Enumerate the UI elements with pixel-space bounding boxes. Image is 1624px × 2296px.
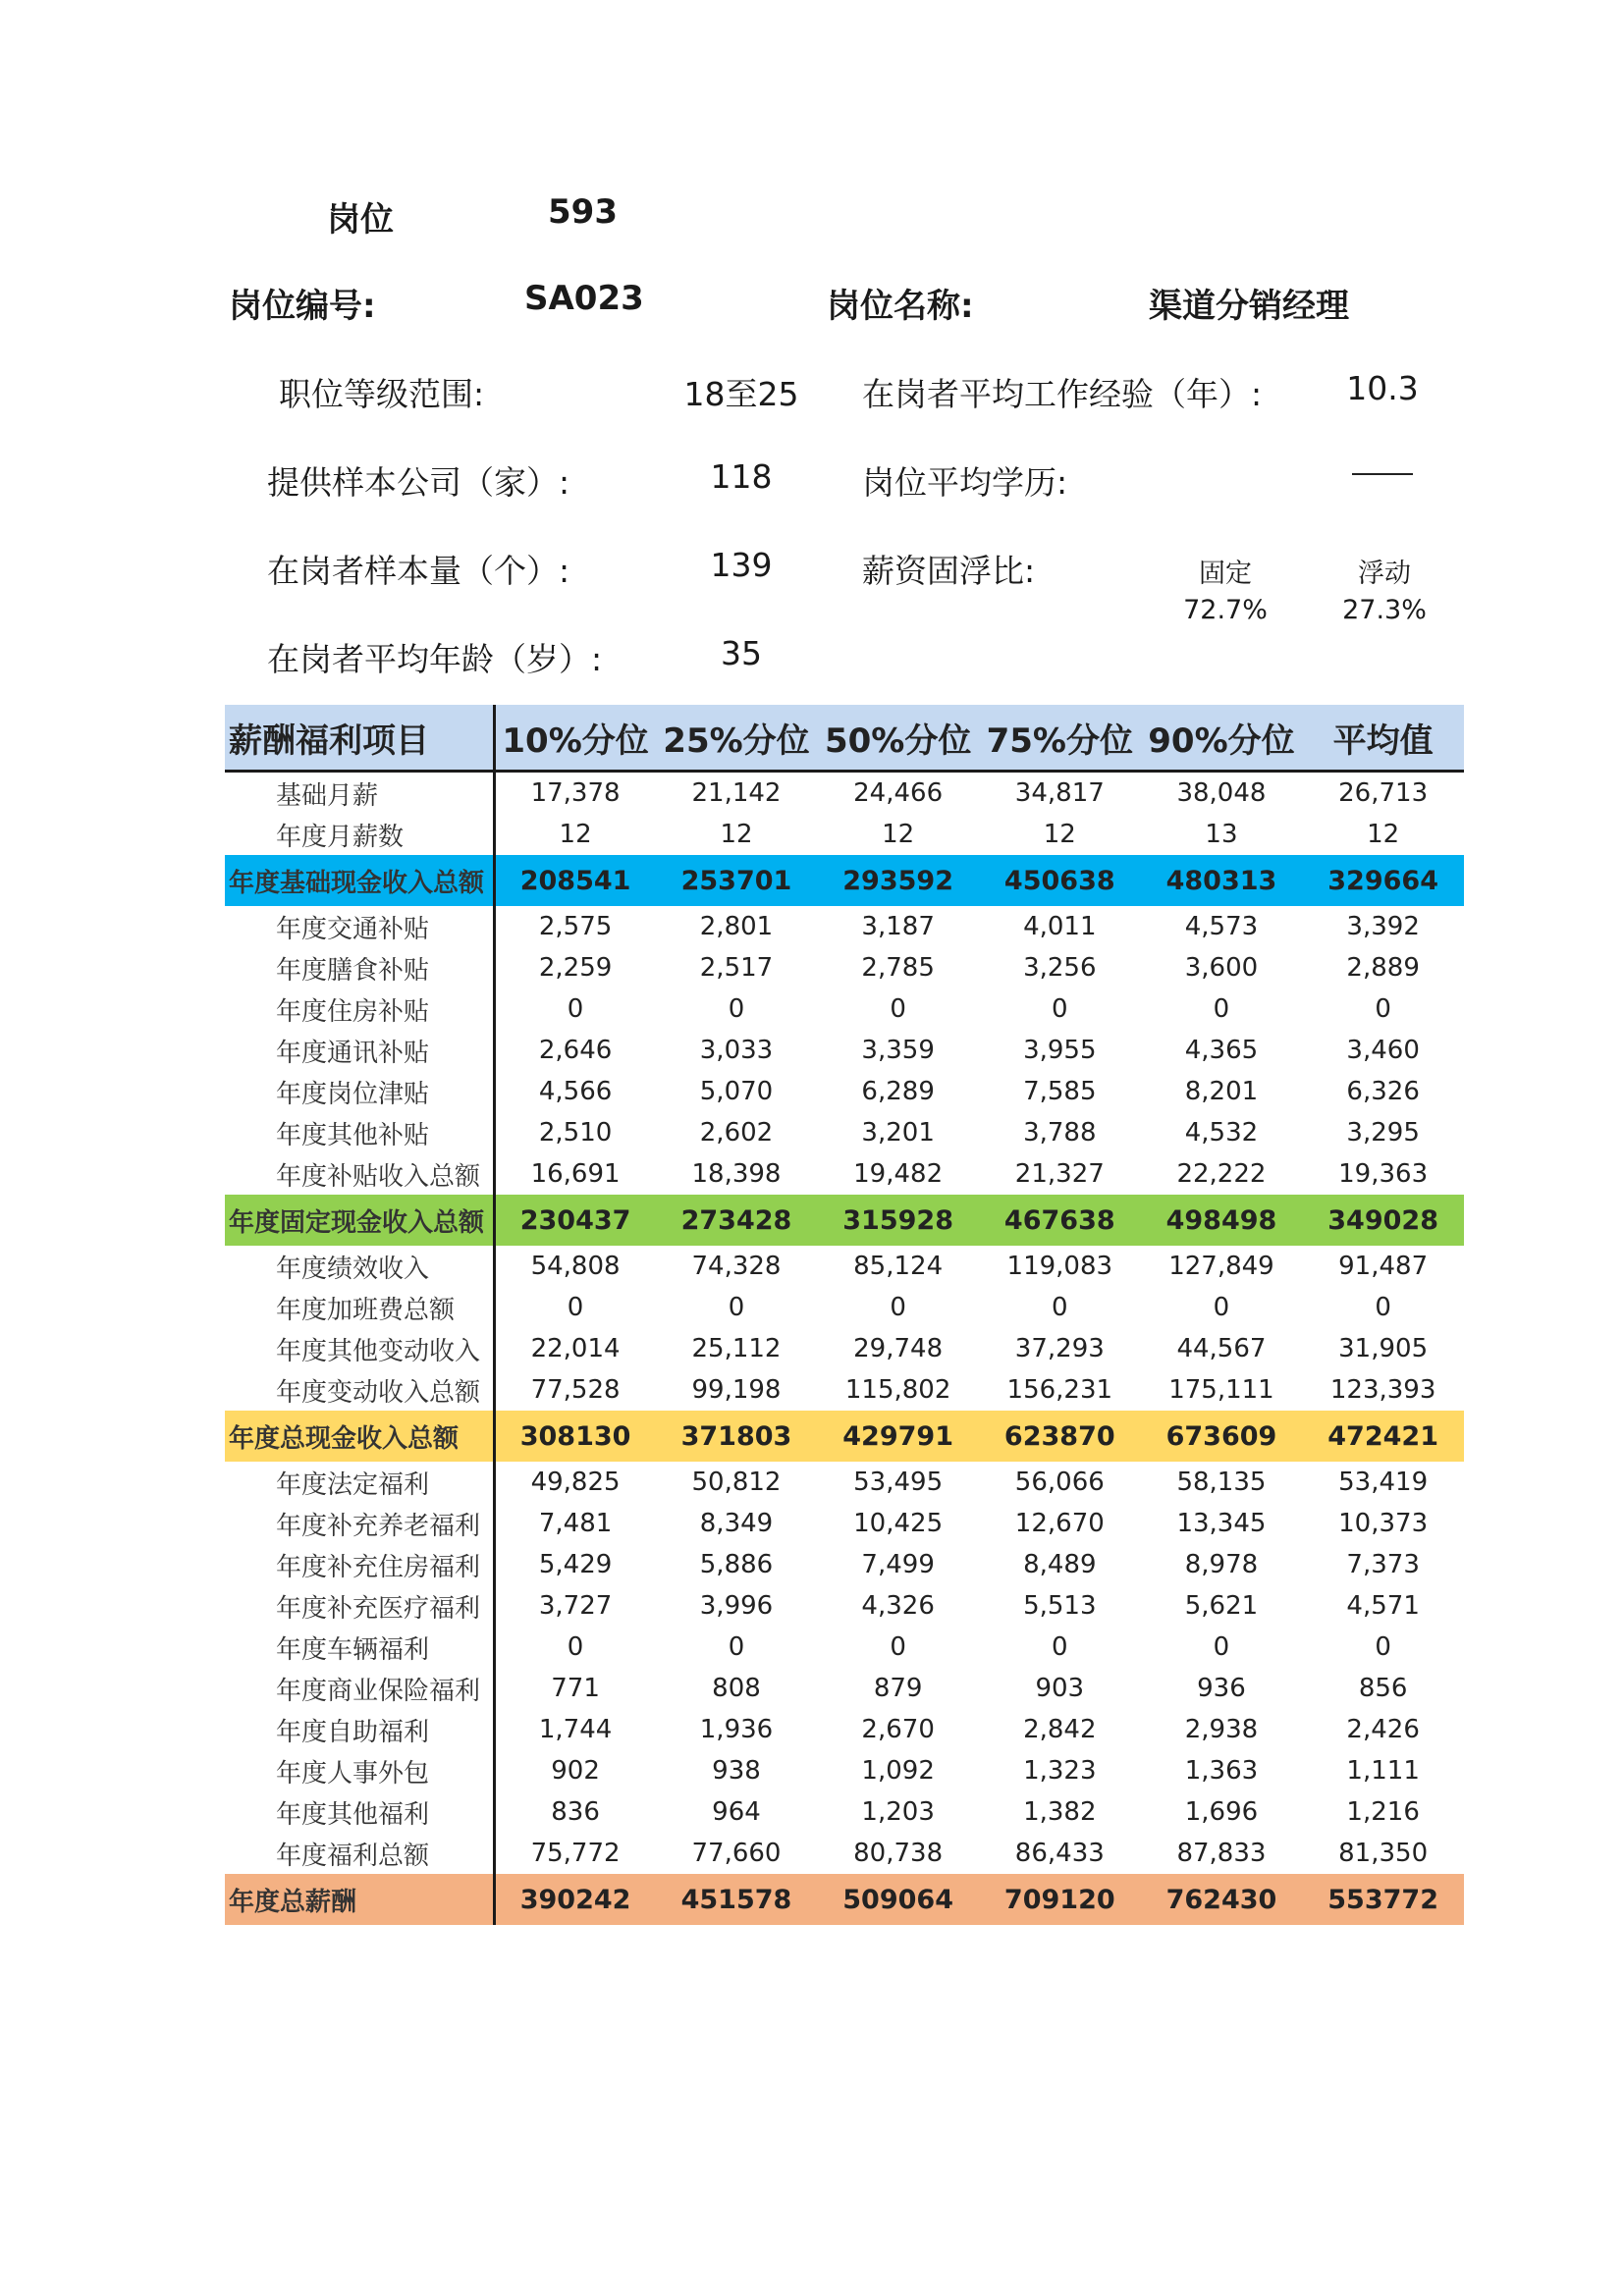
cell-p10: 2,646 (538, 1036, 613, 1065)
cell-p25: 77,660 (691, 1839, 782, 1868)
cell-avg: 26,713 (1338, 778, 1429, 808)
post-label: 岗位 (327, 200, 394, 240)
table-row (225, 1585, 1464, 1627)
cell-p25: 12 (720, 820, 753, 849)
sample-companies-label: 提供样本公司（家）: (267, 463, 570, 502)
cell-p90: 0 (1213, 1293, 1230, 1322)
cell-p50: 1,203 (861, 1797, 935, 1827)
cell-p25: 3,996 (699, 1591, 774, 1621)
cell-p25: 1,936 (699, 1715, 774, 1744)
cell-p90: 673609 (1141, 1411, 1303, 1462)
cell-p50: 429791 (817, 1411, 979, 1462)
table-row (225, 1030, 1464, 1071)
cell-p25: 253701 (656, 855, 818, 906)
cell-p50: 19,482 (853, 1159, 944, 1189)
header-cell-p25: 25%分位 (656, 705, 818, 772)
cell-p90: 58,135 (1176, 1468, 1267, 1497)
row-label: 年度膳食补贴 (225, 947, 494, 988)
cell-p90: 22,222 (1176, 1159, 1267, 1189)
cell-p75: 0 (1052, 1293, 1068, 1322)
cell-p75: 2,842 (1023, 1715, 1097, 1744)
cell-avg: 6,326 (1346, 1077, 1420, 1106)
table-row (225, 1503, 1464, 1544)
cell-p90: 8,201 (1184, 1077, 1259, 1106)
row-label: 年度商业保险福利 (225, 1668, 494, 1709)
cell-avg: 91,487 (1338, 1252, 1429, 1281)
row-label: 年度人事外包 (225, 1750, 494, 1791)
float-label: 浮动 (1358, 559, 1411, 589)
cell-p10: 22,014 (530, 1334, 621, 1363)
cell-avg: 349028 (1302, 1195, 1464, 1246)
cell-p25: 371803 (656, 1411, 818, 1462)
cell-p75: 0 (1052, 1632, 1068, 1662)
cell-p75: 1,382 (1023, 1797, 1097, 1827)
compensation-table-body (225, 705, 1464, 1925)
table-row (225, 1791, 1464, 1833)
cell-p50: 1,092 (861, 1756, 935, 1786)
cell-avg: 81,350 (1338, 1839, 1429, 1868)
cell-p75: 12,670 (1014, 1509, 1105, 1538)
table-row (225, 1112, 1464, 1153)
row-label: 年度交通补贴 (225, 906, 494, 947)
row-label: 年度绩效收入 (225, 1246, 494, 1287)
table-row (225, 1709, 1464, 1750)
fixed-value: 72.7% (1183, 595, 1268, 625)
cell-p90: 8,978 (1184, 1550, 1259, 1579)
cell-avg: 0 (1375, 1293, 1391, 1322)
grade-range-label: 职位等级范围: (279, 375, 485, 413)
cell-p50: 0 (890, 994, 906, 1024)
cell-avg: 3,295 (1346, 1118, 1420, 1148)
cell-p25: 25,112 (691, 1334, 782, 1363)
cell-p75: 450638 (979, 855, 1141, 906)
cell-p10: 4,566 (538, 1077, 613, 1106)
cell-p50: 29,748 (853, 1334, 944, 1363)
cell-p25: 808 (712, 1674, 761, 1703)
cell-p10: 902 (551, 1756, 600, 1786)
cell-p10: 12 (559, 820, 592, 849)
table-row (225, 814, 1464, 855)
row-label: 年度总现金收入总额 (225, 1411, 494, 1462)
cell-p50: 0 (890, 1632, 906, 1662)
cell-avg: 0 (1375, 994, 1391, 1024)
cell-avg: 7,373 (1346, 1550, 1420, 1579)
table-header-row (225, 705, 1464, 772)
cell-p25: 2,517 (699, 953, 774, 983)
cell-p10: 0 (567, 1632, 584, 1662)
cell-p50: 53,495 (853, 1468, 944, 1497)
cell-p90: 44,567 (1176, 1334, 1267, 1363)
cell-p75: 1,323 (1023, 1756, 1097, 1786)
cell-p50: 115,802 (844, 1375, 951, 1405)
table-row (225, 1462, 1464, 1503)
cell-p90: 2,938 (1184, 1715, 1259, 1744)
cell-avg: 3,460 (1346, 1036, 1420, 1065)
cell-p50: 7,499 (861, 1550, 935, 1579)
cell-p75: 0 (1052, 994, 1068, 1024)
cell-p90: 3,600 (1184, 953, 1259, 983)
header-cell-p10: 10%分位 (494, 705, 656, 772)
cell-avg: 1,216 (1346, 1797, 1420, 1827)
cell-p90: 0 (1213, 1632, 1230, 1662)
grade-range-value: 18至25 (683, 375, 799, 413)
cell-p50: 2,785 (861, 953, 935, 983)
cell-p75: 623870 (979, 1411, 1141, 1462)
cell-p25: 0 (728, 1632, 745, 1662)
cell-p10: 2,510 (538, 1118, 613, 1148)
cell-p50: 12 (882, 820, 915, 849)
cell-p10: 16,691 (530, 1159, 621, 1189)
cell-p25: 2,801 (699, 912, 774, 941)
cell-p50: 85,124 (853, 1252, 944, 1281)
table-row (225, 988, 1464, 1030)
row-label: 年度住房补贴 (225, 988, 494, 1030)
cell-p10: 75,772 (530, 1839, 621, 1868)
cell-p25: 50,812 (691, 1468, 782, 1497)
cell-p50: 3,201 (861, 1118, 935, 1148)
post-name-label: 岗位名称: (827, 287, 974, 326)
cell-p50: 0 (890, 1293, 906, 1322)
cell-avg: 3,392 (1346, 912, 1420, 941)
header-cell-avg: 平均值 (1302, 705, 1464, 772)
cell-p90: 762430 (1141, 1874, 1303, 1925)
cell-avg: 10,373 (1338, 1509, 1429, 1538)
cell-p50: 2,670 (861, 1715, 935, 1744)
cell-p50: 315928 (817, 1195, 979, 1246)
cell-p75: 4,011 (1023, 912, 1097, 941)
fixed-label: 固定 (1199, 559, 1252, 589)
cell-p90: 38,048 (1176, 778, 1267, 808)
table-row (225, 906, 1464, 947)
cell-p25: 938 (712, 1756, 761, 1786)
row-label: 年度加班费总额 (225, 1287, 494, 1328)
cell-p10: 230437 (494, 1195, 656, 1246)
row-label: 年度通讯补贴 (225, 1030, 494, 1071)
row-label: 年度车辆福利 (225, 1627, 494, 1668)
cell-p50: 4,326 (861, 1591, 935, 1621)
cell-p90: 1,363 (1184, 1756, 1259, 1786)
cell-p75: 156,231 (1006, 1375, 1113, 1405)
cell-p90: 4,573 (1184, 912, 1259, 941)
post-code-value: SA023 (524, 279, 644, 318)
cell-p75: 119,083 (1006, 1252, 1113, 1281)
cell-p10: 77,528 (530, 1375, 621, 1405)
incumbent-sample-value: 139 (710, 546, 773, 584)
cell-p10: 771 (551, 1674, 600, 1703)
avg-age-label: 在岗者平均年龄（岁）: (267, 640, 603, 678)
table-total-row (225, 1195, 1464, 1246)
cell-p75: 709120 (979, 1874, 1141, 1925)
cell-p10: 2,575 (538, 912, 613, 941)
cell-p75: 3,256 (1023, 953, 1097, 983)
row-label: 年度岗位津贴 (225, 1071, 494, 1112)
cell-p10: 0 (567, 1293, 584, 1322)
cell-p50: 80,738 (853, 1839, 944, 1868)
row-label: 年度法定福利 (225, 1462, 494, 1503)
table-row (225, 1627, 1464, 1668)
table-row (225, 772, 1464, 815)
avg-experience-value: 10.3 (1346, 369, 1419, 407)
cell-p90: 936 (1197, 1674, 1246, 1703)
cell-p10: 1,744 (538, 1715, 613, 1744)
cell-p90: 498498 (1141, 1195, 1303, 1246)
cell-p90: 480313 (1141, 855, 1303, 906)
cell-p50: 509064 (817, 1874, 979, 1925)
cell-p50: 293592 (817, 855, 979, 906)
cell-p90: 1,696 (1184, 1797, 1259, 1827)
table-row (225, 1071, 1464, 1112)
cell-p90: 87,833 (1176, 1839, 1267, 1868)
table-row (225, 1328, 1464, 1369)
table-row (225, 1287, 1464, 1328)
cell-p75: 3,788 (1023, 1118, 1097, 1148)
table-total-row (225, 855, 1464, 906)
cell-p25: 964 (712, 1797, 761, 1827)
cell-p75: 56,066 (1014, 1468, 1105, 1497)
row-label: 年度其他福利 (225, 1791, 494, 1833)
cell-p90: 4,365 (1184, 1036, 1259, 1065)
cell-p10: 49,825 (530, 1468, 621, 1497)
header-cell-item: 薪酬福利项目 (225, 705, 494, 772)
table-row (225, 1153, 1464, 1195)
table-total-row (225, 1411, 1464, 1462)
sample-companies-value: 118 (710, 457, 773, 496)
cell-avg: 31,905 (1338, 1334, 1429, 1363)
row-label: 年度补充住房福利 (225, 1544, 494, 1585)
cell-p25: 99,198 (691, 1375, 782, 1405)
cell-avg: 329664 (1302, 855, 1464, 906)
table-row (225, 1750, 1464, 1791)
cell-avg: 856 (1358, 1674, 1408, 1703)
row-label: 年度补充养老福利 (225, 1503, 494, 1544)
table-row (225, 1544, 1464, 1585)
cell-p10: 54,808 (530, 1252, 621, 1281)
cell-p75: 5,513 (1023, 1591, 1097, 1621)
cell-p25: 74,328 (691, 1252, 782, 1281)
cell-p75: 903 (1035, 1674, 1085, 1703)
cell-p10: 3,727 (538, 1591, 613, 1621)
cell-avg: 472421 (1302, 1411, 1464, 1462)
cell-avg: 553772 (1302, 1874, 1464, 1925)
cell-p75: 86,433 (1014, 1839, 1105, 1868)
row-label: 年度基础现金收入总额 (225, 855, 494, 906)
cell-avg: 12 (1367, 820, 1400, 849)
header-cell-p50: 50%分位 (817, 705, 979, 772)
row-label: 年度福利总额 (225, 1833, 494, 1874)
row-label: 年度补充医疗福利 (225, 1585, 494, 1627)
post-code-label: 岗位编号: (229, 287, 376, 326)
compensation-table (225, 705, 1464, 1925)
cell-avg: 2,426 (1346, 1715, 1420, 1744)
table-row (225, 1246, 1464, 1287)
cell-avg: 19,363 (1338, 1159, 1429, 1189)
header-cell-p75: 75%分位 (979, 705, 1141, 772)
cell-p75: 34,817 (1014, 778, 1105, 808)
cell-p10: 308130 (494, 1411, 656, 1462)
cell-avg: 0 (1375, 1632, 1391, 1662)
float-value: 27.3% (1342, 595, 1427, 625)
cell-p75: 37,293 (1014, 1334, 1105, 1363)
cell-p50: 879 (873, 1674, 923, 1703)
avg-age-value: 35 (721, 634, 762, 672)
cell-p50: 3,187 (861, 912, 935, 941)
cell-p90: 5,621 (1184, 1591, 1259, 1621)
cell-p10: 5,429 (538, 1550, 613, 1579)
cell-p25: 451578 (656, 1874, 818, 1925)
cell-p25: 273428 (656, 1195, 818, 1246)
cell-avg: 53,419 (1338, 1468, 1429, 1497)
cell-p25: 3,033 (699, 1036, 774, 1065)
cell-p75: 7,585 (1023, 1077, 1097, 1106)
cell-p75: 12 (1043, 820, 1076, 849)
avg-education-dash (1352, 473, 1413, 475)
cell-p50: 6,289 (861, 1077, 935, 1106)
cell-avg: 123,393 (1329, 1375, 1436, 1405)
row-label: 年度固定现金收入总额 (225, 1195, 494, 1246)
cell-p25: 5,070 (699, 1077, 774, 1106)
incumbent-sample-label: 在岗者样本量（个）: (267, 552, 570, 590)
cell-avg: 4,571 (1346, 1591, 1420, 1621)
cell-avg: 1,111 (1346, 1756, 1420, 1786)
row-label: 年度自助福利 (225, 1709, 494, 1750)
cell-p10: 390242 (494, 1874, 656, 1925)
cell-p10: 7,481 (538, 1509, 613, 1538)
table-row (225, 1668, 1464, 1709)
cell-p90: 4,532 (1184, 1118, 1259, 1148)
avg-experience-label: 在岗者平均工作经验（年）: (862, 375, 1263, 413)
cell-p50: 10,425 (853, 1509, 944, 1538)
post-name-value: 渠道分销经理 (1149, 287, 1349, 326)
row-label: 年度变动收入总额 (225, 1369, 494, 1411)
row-label: 基础月薪 (225, 772, 494, 815)
table-total-row (225, 1874, 1464, 1925)
table-row (225, 947, 1464, 988)
cell-p90: 13,345 (1176, 1509, 1267, 1538)
row-label: 年度其他补贴 (225, 1112, 494, 1153)
row-label: 年度补贴收入总额 (225, 1153, 494, 1195)
cell-p10: 836 (551, 1797, 600, 1827)
header-cell-p90: 90%分位 (1141, 705, 1303, 772)
row-label: 年度总薪酬 (225, 1874, 494, 1925)
pay-ratio-label: 薪资固浮比: (862, 552, 1036, 590)
cell-p75: 3,955 (1023, 1036, 1097, 1065)
cell-p10: 17,378 (530, 778, 621, 808)
cell-p50: 24,466 (853, 778, 944, 808)
cell-p75: 21,327 (1014, 1159, 1105, 1189)
cell-p90: 0 (1213, 994, 1230, 1024)
cell-p75: 467638 (979, 1195, 1141, 1246)
cell-p25: 21,142 (691, 778, 782, 808)
row-label: 年度月薪数 (225, 814, 494, 855)
cell-p50: 3,359 (861, 1036, 935, 1065)
cell-p25: 0 (728, 994, 745, 1024)
cell-p25: 2,602 (699, 1118, 774, 1148)
cell-p25: 18,398 (691, 1159, 782, 1189)
cell-p90: 175,111 (1168, 1375, 1274, 1405)
cell-p10: 208541 (494, 855, 656, 906)
cell-p25: 5,886 (699, 1550, 774, 1579)
post-value: 593 (548, 192, 618, 232)
table-row (225, 1369, 1464, 1411)
avg-education-label: 岗位平均学历: (862, 463, 1068, 502)
row-label: 年度其他变动收入 (225, 1328, 494, 1369)
cell-p90: 127,849 (1168, 1252, 1274, 1281)
table-row (225, 1833, 1464, 1874)
cell-p10: 0 (567, 994, 584, 1024)
cell-p10: 2,259 (538, 953, 613, 983)
cell-p75: 8,489 (1023, 1550, 1097, 1579)
cell-p90: 13 (1205, 820, 1238, 849)
cell-avg: 2,889 (1346, 953, 1420, 983)
cell-p25: 0 (728, 1293, 745, 1322)
cell-p25: 8,349 (699, 1509, 774, 1538)
